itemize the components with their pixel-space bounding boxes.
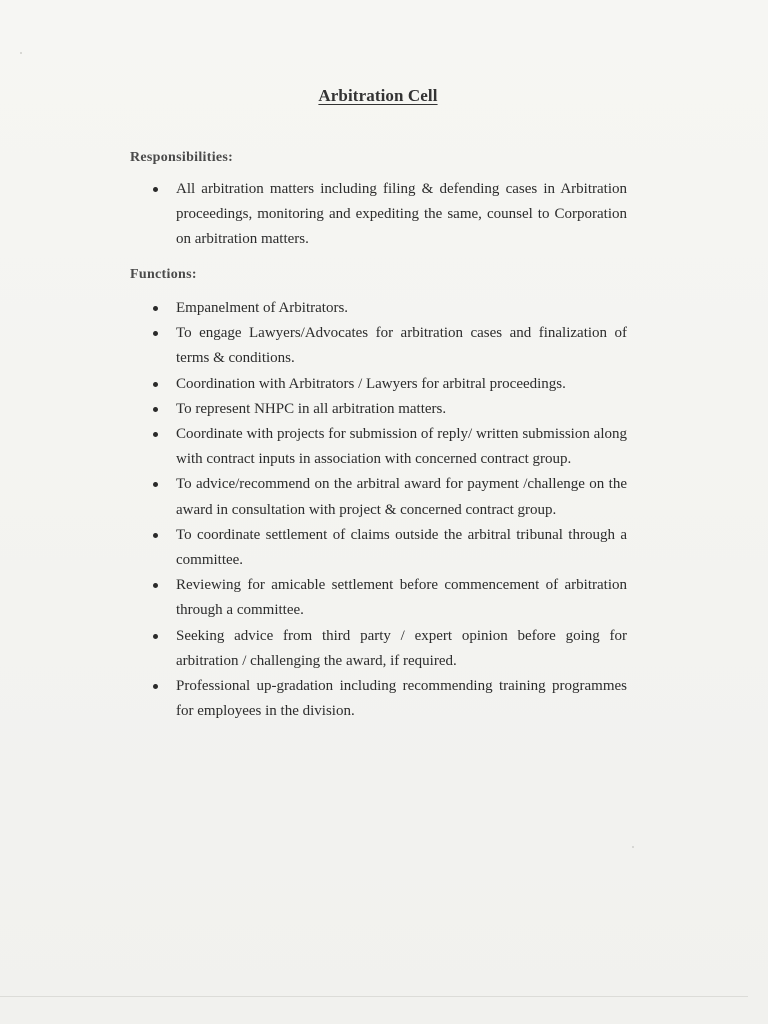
- page-title: Arbitration Cell: [318, 86, 438, 105]
- functions-list: [130, 296, 627, 724]
- list-item: [130, 674, 627, 724]
- bullet-icon: [153, 306, 158, 311]
- list-item-text: Coordinate with projects for submission of reply/ written submission along with contract inputs in association with concerned contract group.: [176, 426, 627, 468]
- list-item-text: All arbitration matters including filing & defending cases in Arbitration proceedings, monitoring and expediting the same, counsel to Corporation on arbitration matters.: [176, 181, 627, 248]
- list-item: [130, 472, 627, 522]
- responsibilities-heading: Responsibilities:: [130, 150, 234, 165]
- functions-heading: Functions:: [130, 267, 197, 282]
- bullet-icon: [153, 187, 158, 192]
- bullet-icon: [153, 684, 158, 689]
- bullet-icon: [153, 382, 158, 387]
- list-item-text: To engage Lawyers/Advocates for arbitration cases and finalization of terms & conditions.: [176, 325, 627, 367]
- list-item: [130, 296, 627, 321]
- list-item-text: Seeking advice from third party / expert opinion before going for arbitration / challenging the award, if required.: [176, 627, 627, 669]
- list-item: [130, 624, 627, 674]
- scan-speck: [20, 52, 22, 54]
- bullet-icon: [153, 432, 158, 437]
- list-item-text: Reviewing for amicable settlement before commencement of arbitration through a committee.: [176, 577, 627, 619]
- list-item-text: To represent NHPC in all arbitration matters.: [176, 400, 447, 417]
- bullet-icon: [153, 482, 158, 487]
- list-item: [130, 523, 627, 573]
- bullet-icon: [153, 407, 158, 412]
- bullet-icon: [153, 331, 158, 336]
- bullet-icon: [153, 634, 158, 639]
- list-item: [130, 422, 627, 472]
- list-item: [130, 573, 627, 623]
- list-item-text: Empanelment of Arbitrators.: [176, 300, 349, 316]
- scan-edge-divider: [0, 996, 748, 997]
- list-item-text: Coordination with Arbitrators / Lawyers for arbitral proceedings.: [176, 375, 566, 392]
- bullet-icon: [153, 533, 158, 538]
- list-item-text: To coordinate settlement of claims outside the arbitral tribunal through a committee.: [176, 526, 627, 569]
- list-item: [130, 177, 627, 253]
- list-item-text: To advice/recommend on the arbitral award for payment /challenge on the award in consultation with project & concerned contract group.: [176, 476, 627, 518]
- list-item: [130, 321, 627, 371]
- list-item: [130, 372, 627, 397]
- list-item-text: Professional up-gradation including recommending training programmes for employees in the division.: [176, 678, 627, 720]
- bullet-icon: [153, 583, 158, 588]
- list-item: [130, 397, 627, 422]
- responsibilities-list: [130, 177, 627, 253]
- scan-speck: [632, 846, 634, 848]
